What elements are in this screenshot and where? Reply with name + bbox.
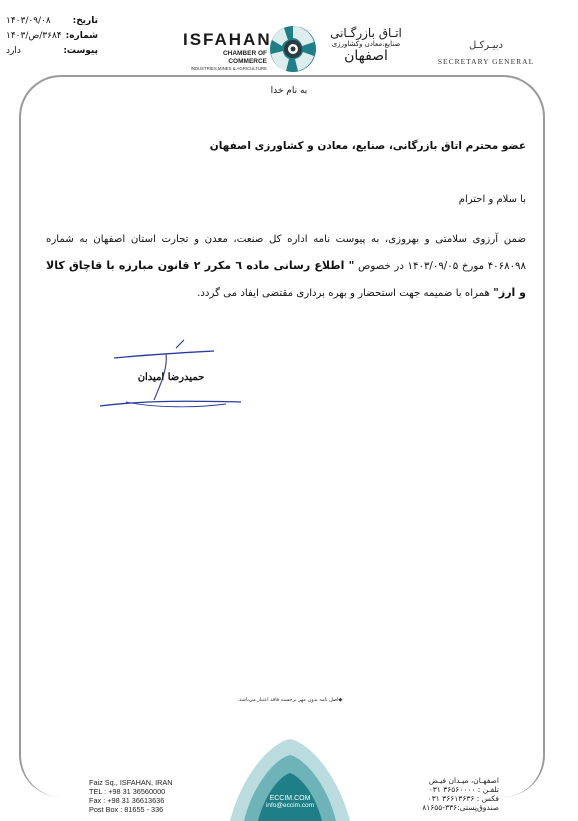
footer-fa-tel: تلفـن : ۳۶۵۶۰۰۰۰ ۰۳۱ (428, 785, 499, 794)
footer-address-en (89, 778, 199, 814)
logo-fa-line3: اصفهان (344, 48, 388, 64)
footer-web (262, 795, 318, 809)
footer-en-fax: Fax : +98 31 36613636 (89, 796, 165, 805)
logo-english-text (183, 30, 272, 71)
logo-persian-text (318, 26, 414, 64)
body-bold-subject: " اطلاع رسانی ماده ٦ مکرر ۲ قانون مبارزه با قاچاق کالا و ارز" (46, 259, 526, 299)
logo-en-line2: INDUSTRIES,MINES & AGRICULTURE (190, 66, 267, 71)
logo-en-name: ISFAHAN (183, 30, 272, 49)
number-label: شماره: (65, 31, 98, 41)
date-label: تاریخ: (72, 16, 98, 26)
letter-meta (6, 14, 98, 59)
email-link[interactable]: info@eccim.com (265, 802, 315, 809)
footer-en-pobox: Post Box : 81655 - 336 (89, 805, 164, 814)
footer-en-address: Faiz Sq., ISFAHAN, IRAN (89, 778, 173, 787)
signer-name: حمیدرضا امیدان (137, 372, 205, 383)
logo-fa-line1: اتـاق بازرگـانی (330, 26, 402, 40)
footer-fa-pobox: صندوق‌پستی:۳۳۶-۸۱۶۵۵ (422, 803, 499, 812)
letter-frame (19, 75, 545, 797)
secretary-general (436, 40, 536, 66)
letter-body (46, 227, 526, 307)
body-text-2: همراه با ضمیمه جهت استحضار و بهره برداری مقتضی ایفاد می گردد. (197, 288, 494, 299)
secretary-general-fa: دبیـرکـل (469, 40, 503, 51)
footer-fa-address: اصفهـان، میـدان فیـض (428, 776, 499, 785)
website-link[interactable]: ECCIM.COM (269, 795, 311, 802)
number-value: ۳۶۸۴/ص/۱۴۰۳ (6, 31, 62, 41)
recipient: عضو محترم اتاق بازرگانی، صنایع، معادن و کشاورزی اصفهان (209, 140, 526, 152)
body-text-1: ضمن آرزوی سلامتی و بهروزی، به پیوست نامه اداره کل صنعت، معدن و تجارت استان اصفهان به شماره ۴۰۶۸۰۹۸ مورخ ۱۴۰۳/۰۹/۰۵ در خصوص (46, 234, 527, 272)
attachment-value: دارد (6, 46, 21, 56)
logo-fa-line2: صنایع،معادن وکشاورزی (331, 40, 401, 48)
attachment-label: پیوست: (63, 46, 98, 56)
footer-fa-fax: فکس : ۳۶۶۱۳۶۳۶ ۰۳۱ (427, 794, 499, 803)
footer-address-fa (403, 776, 499, 812)
footer-en-tel: TEL : +98 31 36560000 (89, 787, 166, 796)
salutation: با سلام و احترام (458, 194, 526, 205)
chamber-emblem-icon (268, 24, 318, 74)
date-value: ۱۴۰۳/۰۹/۰۸ (6, 16, 51, 26)
bismillah: به نام خدا (270, 86, 308, 96)
logo-en-line1: CHAMBER OF COMMERCE (222, 50, 267, 65)
secretary-general-en: SECRETARY GENERAL (437, 57, 535, 66)
footnote: ◆اصل نامه بدون مهر برجسته فاقد اعتبار می‌باشد. (237, 697, 343, 703)
